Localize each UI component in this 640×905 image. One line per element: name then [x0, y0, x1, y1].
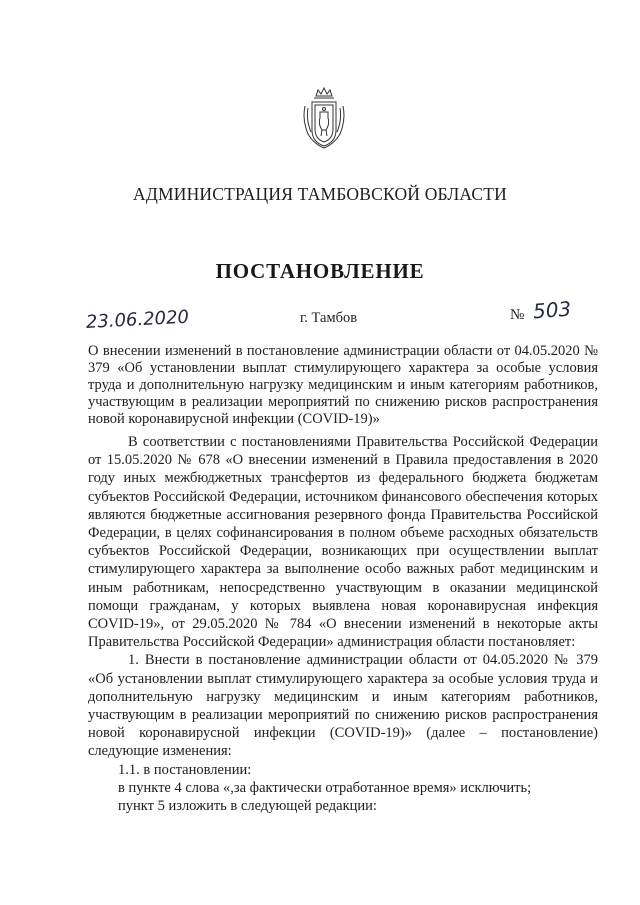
amendment-line-a: в пункте 4 слова «,за фактически отработанное время» исключить;: [118, 779, 532, 796]
document-city: г. Тамбов: [300, 310, 358, 326]
number-sign: №: [510, 307, 525, 323]
document-title: О внесении изменений в постановление администрации области от 04.05.2020 № 379 «Об установлении выплат стимулирующего характера за особые условия труда и дополнительную нагрузку медицинским и иным категориям работников, участвующим в реализации мероприятий по снижению рисков распространения новой коронавирусной инфекции (COVID-19)»: [88, 343, 598, 427]
item-1-1-paragraph: 1.1. в постановлении:: [118, 761, 252, 778]
item-1-paragraph: 1. Внести в постановление администрации области от 04.05.2020 № 379 «Об установлении выплат стимулирующего характера за особые условия труда и дополнительную нагрузку медицинским и иным категориям работников, участвующим в реализации мероприятий по снижению рисков распространения новой коронавирусной инфекции (COVID-19)» (далее – постановление) следующие изменения:: [88, 652, 598, 760]
preamble-paragraph: В соответствии с постановлениями Правительства Российской Федерации от 15.05.2020 № 678 «О внесении изменений в Правила предоставления в 2020 году иных межбюджетных трансфертов из федерального бюджета бюджетам субъектов Российской Федерации, источником финансового обеспечения которых являются бюджетные ассигнования резервного фонда Правительства Российской Федерации, в целях софинансирования в полном объеме расходных обязательств субъектов Российской Федерации, возникающих при осуществлении выплат стимулирующего характера за выполнение особо важных работ медицинским и иным работникам, непосредственно участвующим в оказании медицинской помощи гражданам, у которых выявлена новая коронавирусная инфекция COVID-19», от 29.05.2020 № 784 «О внесении изменений в некоторые акты Правительства Российской Федерации» администрация области постановляет:: [88, 434, 598, 651]
document-number: 503: [532, 296, 572, 324]
amendment-line-b: пункт 5 изложить в следующей редакции:: [118, 798, 377, 815]
coat-of-arms-icon: [300, 86, 348, 150]
document-date: 23.06.2020: [85, 306, 190, 333]
document-type: ПОСТАНОВЛЕНИЕ: [215, 259, 425, 283]
organization-name: АДМИНИСТРАЦИЯ ТАМБОВСКОЙ ОБЛАСТИ: [133, 184, 507, 204]
document-body: [88, 433, 598, 815]
